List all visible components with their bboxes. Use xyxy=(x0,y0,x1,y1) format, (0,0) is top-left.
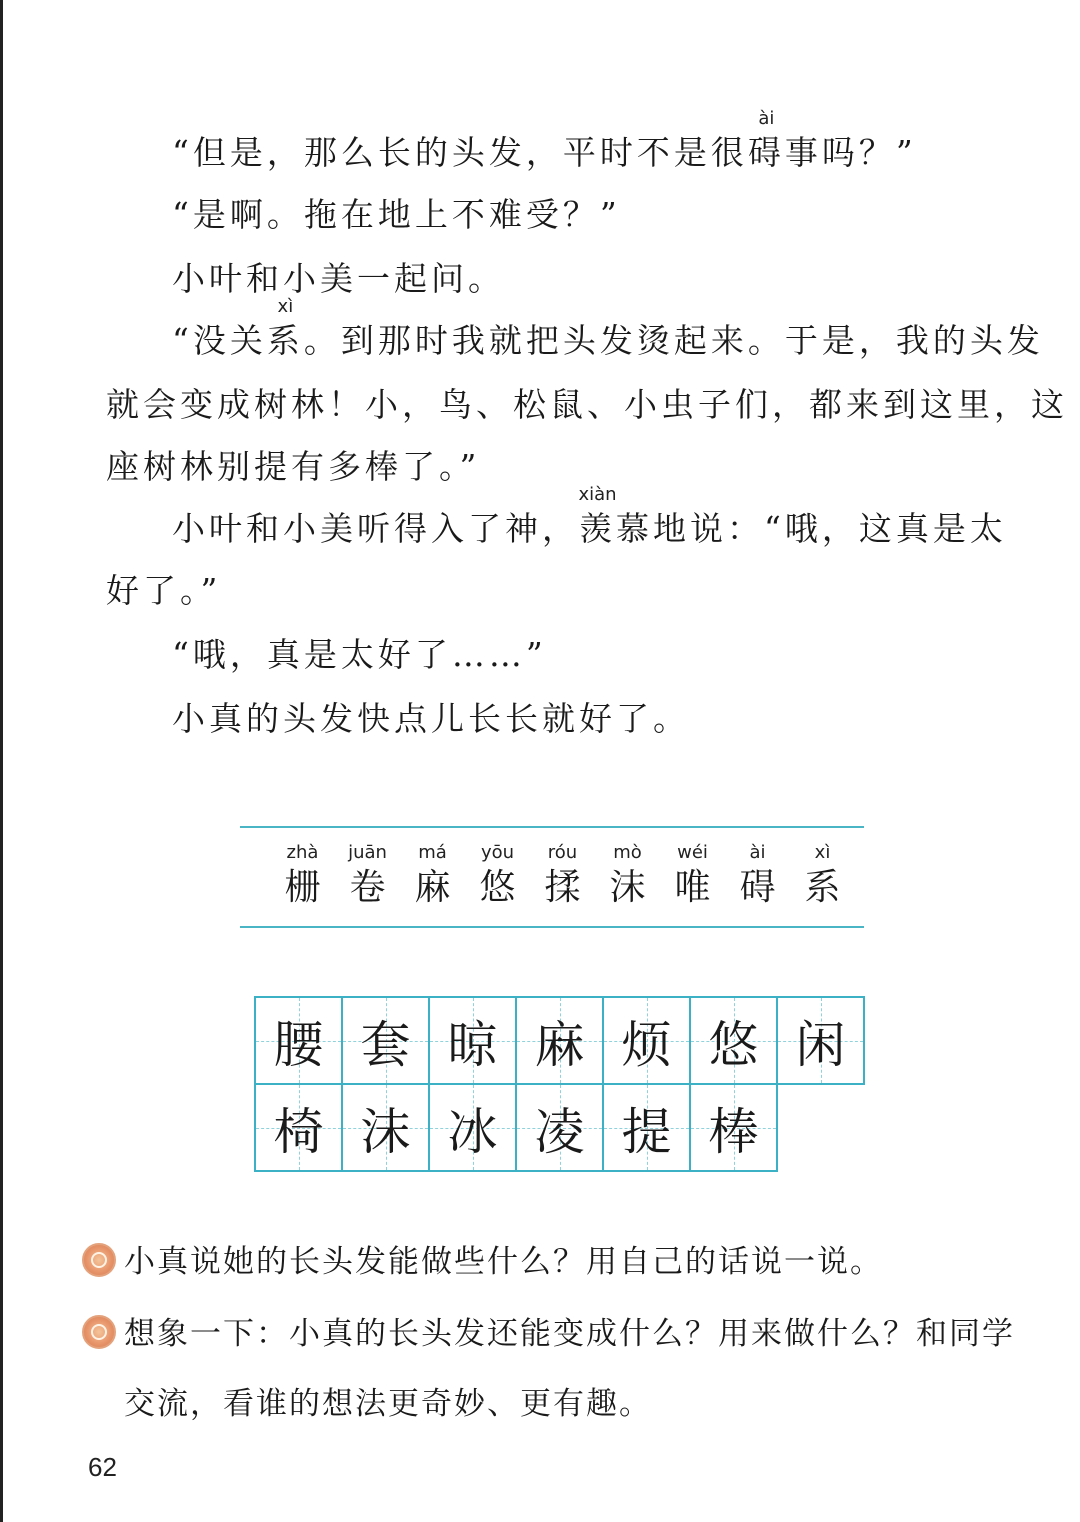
vocab-item xyxy=(725,842,790,910)
question-marker-icon xyxy=(82,1315,116,1349)
vocab-item xyxy=(790,842,855,910)
vocab-hanzi: 唯 xyxy=(674,867,711,908)
question-marker-icon xyxy=(82,1243,116,1277)
pinyin-annotation: ài xyxy=(758,108,775,129)
writing-cell xyxy=(341,996,430,1085)
pinyin-annotation: xiàn xyxy=(578,484,617,505)
vocab-hanzi: 卷 xyxy=(349,867,386,908)
story-paragraph-2 xyxy=(172,195,621,234)
text-segment: “是啊。拖在地上不难受？” xyxy=(172,195,621,234)
question-1 xyxy=(124,1236,883,1281)
text-segment: 小真的头发快点儿长长就好了。 xyxy=(172,699,690,738)
question-text: 交流，看谁的想法更奇妙、更有趣。 xyxy=(124,1386,652,1422)
story-paragraph-1 xyxy=(172,108,917,172)
vocab-pinyin: róu xyxy=(547,842,578,863)
vocab-hanzi: 沫 xyxy=(609,867,646,908)
writing-char: 冰 xyxy=(447,1102,498,1161)
question-text: 想象一下：小真的长头发还能变成什么？用来做什么？和同学 xyxy=(124,1316,1015,1352)
question-text: 小真说她的长头发能做些什么？用自己的话说一说。 xyxy=(124,1244,883,1280)
writing-char: 沫 xyxy=(360,1102,411,1161)
story-paragraph-6 xyxy=(172,635,547,674)
vocab-row xyxy=(270,842,855,910)
ruby-char: 碍 xyxy=(747,133,785,172)
writing-char: 晾 xyxy=(447,1015,498,1074)
text-segment: “没关 xyxy=(172,321,267,360)
writing-cell xyxy=(602,996,691,1085)
text-segment: 好了。” xyxy=(106,571,222,610)
text-segment: “但是，那么长的头发，平时不是很 xyxy=(172,133,748,172)
vocab-pinyin: ài xyxy=(749,842,766,863)
writing-grid-row-2 xyxy=(256,1085,865,1172)
vocab-item xyxy=(660,842,725,910)
vocab-hanzi: 麻 xyxy=(414,867,451,908)
vocab-pinyin: má xyxy=(418,842,447,863)
writing-char: 凌 xyxy=(534,1102,585,1161)
writing-char: 麻 xyxy=(534,1015,585,1074)
text-segment: 就会变成树林！小，鸟、松鼠、小虫子们，都来到这里，这 xyxy=(106,385,1068,424)
vocab-hanzi: 系 xyxy=(804,867,841,908)
vocab-pinyin: mò xyxy=(613,842,642,863)
writing-grid-row-1 xyxy=(256,998,865,1085)
writing-cell xyxy=(341,1083,430,1172)
text-segment: 小叶和小美一起问。 xyxy=(172,259,505,298)
story-paragraph-4-line-1 xyxy=(172,296,1044,360)
ruby-char: 系 xyxy=(266,321,304,360)
story-paragraph-5-line-1 xyxy=(172,484,1007,548)
story-paragraph-3 xyxy=(172,259,505,298)
writing-cell xyxy=(689,1083,778,1172)
vocab-item xyxy=(530,842,595,910)
vocab-pinyin: zhà xyxy=(286,842,319,863)
writing-cell xyxy=(254,996,343,1085)
new-characters-box xyxy=(240,826,864,928)
text-segment: 。到那时我就把头发烫起来。于是，我的头发 xyxy=(303,321,1044,360)
writing-char: 椅 xyxy=(273,1102,324,1161)
vocab-item xyxy=(595,842,660,910)
writing-char: 套 xyxy=(360,1015,411,1074)
writing-char: 悠 xyxy=(708,1015,759,1074)
writing-char: 腰 xyxy=(273,1015,324,1074)
story-paragraph-5-line-2 xyxy=(106,571,222,610)
vocab-hanzi: 悠 xyxy=(479,867,516,908)
writing-cell xyxy=(689,996,778,1085)
writing-cell xyxy=(776,996,865,1085)
vocab-item xyxy=(400,842,465,910)
text-segment: 座树林别提有多棒了。” xyxy=(106,447,481,486)
text-segment: 慕地说：“哦，这真是太 xyxy=(616,509,1007,548)
writing-cell xyxy=(428,996,517,1085)
vocab-hanzi: 栅 xyxy=(284,867,321,908)
writing-char: 闲 xyxy=(795,1015,846,1074)
story-paragraph-4-line-3 xyxy=(106,447,481,486)
writing-char: 棒 xyxy=(708,1102,759,1161)
writing-char: 提 xyxy=(621,1102,672,1161)
writing-cell xyxy=(515,1083,604,1172)
story-paragraph-4-line-2 xyxy=(106,385,1068,424)
writing-cell xyxy=(428,1083,517,1172)
ruby-word xyxy=(747,108,785,172)
writing-cell xyxy=(515,996,604,1085)
ruby-word xyxy=(266,296,304,360)
vocab-item xyxy=(335,842,400,910)
vocab-pinyin: yōu xyxy=(480,842,515,863)
writing-cell xyxy=(254,1083,343,1172)
question-2-line-1 xyxy=(124,1308,1015,1353)
vocab-pinyin: juān xyxy=(348,842,387,863)
page-number: 62 xyxy=(88,1452,117,1482)
ruby-word xyxy=(578,484,617,548)
writing-grid xyxy=(256,998,865,1172)
pinyin-annotation: xì xyxy=(277,296,294,317)
vocab-pinyin: xì xyxy=(814,842,831,863)
vocab-pinyin: wéi xyxy=(677,842,708,863)
story-paragraph-7 xyxy=(172,699,690,738)
text-segment: 事吗？” xyxy=(784,133,917,172)
writing-cell xyxy=(602,1083,691,1172)
writing-char: 烦 xyxy=(621,1015,672,1074)
text-segment: “哦，真是太好了……” xyxy=(172,635,547,674)
vocab-hanzi: 揉 xyxy=(544,867,581,908)
vocab-hanzi: 碍 xyxy=(739,867,776,908)
question-2-line-2 xyxy=(124,1378,652,1423)
page-edge-rule xyxy=(0,0,3,1522)
ruby-char: 羡 xyxy=(579,509,616,548)
vocab-item xyxy=(465,842,530,910)
text-segment: 小叶和小美听得入了神， xyxy=(172,509,579,548)
vocab-item xyxy=(270,842,335,910)
